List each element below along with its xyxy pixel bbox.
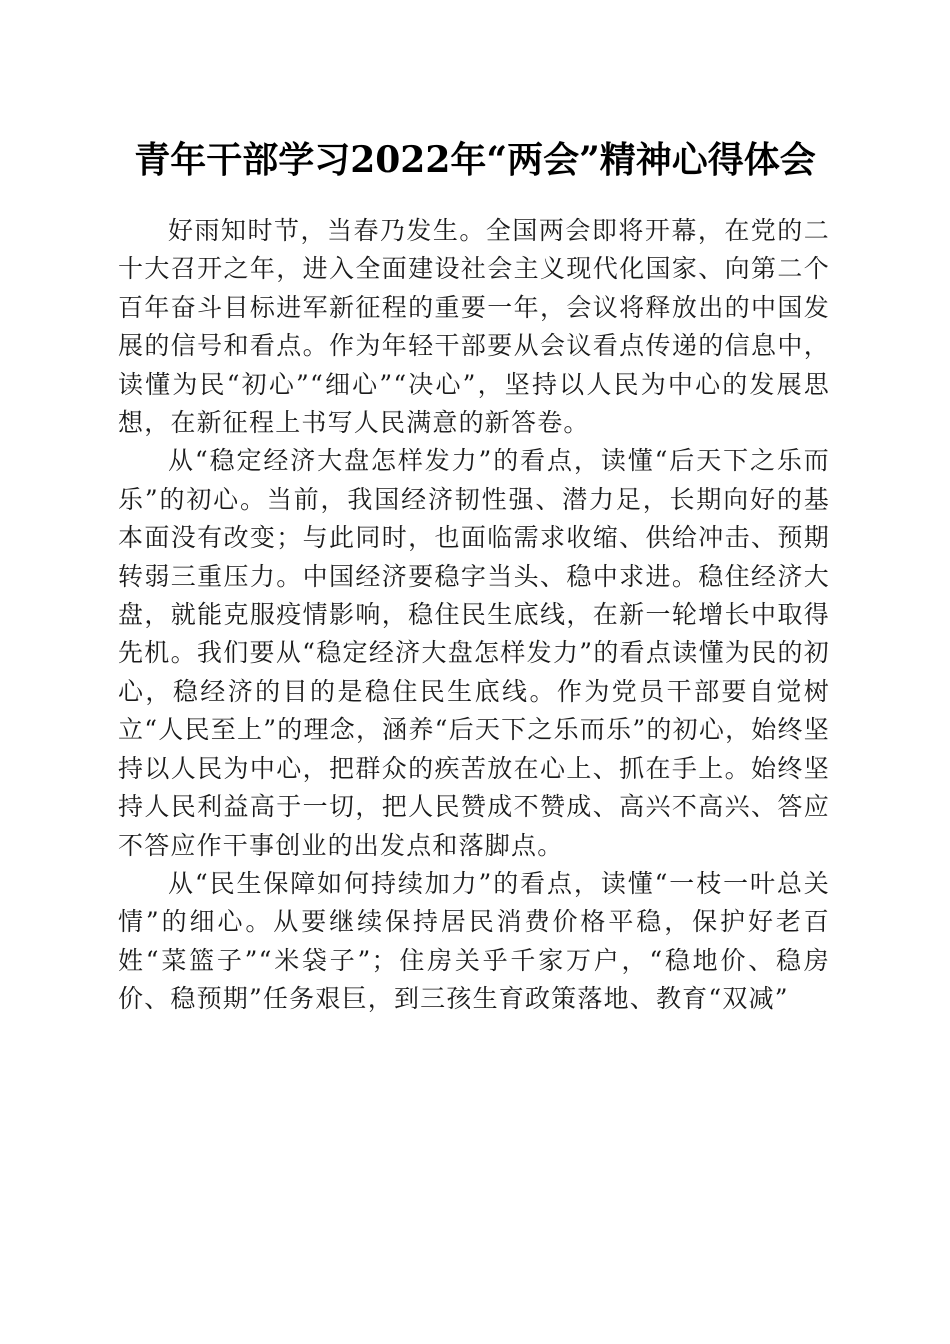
paragraph-economy: 从“稳定经济大盘怎样发力”的看点，读懂“后天下之乐而乐”的初心。当前，我国经济韧性强、潜力足，长期向好的基本面没有改变；与此同时，也面临需求收缩、供给冲击、预期转弱三重压力。中国经济要稳字当头、稳中求进。稳住经济大盘，就能克服疫情影响，稳住民生底线，在新一轮增长中取得先机。我们要从“稳定经济大盘怎样发力”的看点读懂为民的初心，稳经济的目的是稳住民生底线。作为党员干部要自觉树立“人民至上”的理念，涵养“后天下之乐而乐”的初心，始终坚持以人民为中心，把群众的疾苦放在心上、抓在手上。始终坚持人民利益高于一切，把人民赞成不赞成、高兴不高兴、答应不答应作干事创业的出发点和落脚点。: [118, 446, 830, 860]
paragraph-livelihood: 从“民生保障如何持续加力”的看点，读懂“一枝一叶总关情”的细心。从要继续保持居民消费价格平稳，保护好老百姓“菜篮子”“米袋子”；住房关乎千家万户，“稳地价、稳房价、稳预期”任务艰巨，到三孩生育政策落地、教育“双减”: [118, 868, 830, 1014]
document-title: 青年干部学习2022年“两会”精神心得体会: [134, 139, 816, 181]
paragraph-intro: 好雨知时节，当春乃发生。全国两会即将开幕，在党的二十大召开之年，进入全面建设社会主义现代化国家、向第二个百年奋斗目标进军新征程的重要一年，会议将释放出的中国发展的信号和看点。作为年轻干部要从会议看点传递的信息中，读懂为民“初心”“细心”“决心”，坚持以人民为中心的发展思想，在新征程上书写人民满意的新答卷。: [118, 216, 830, 438]
document-body: [118, 212, 830, 1019]
